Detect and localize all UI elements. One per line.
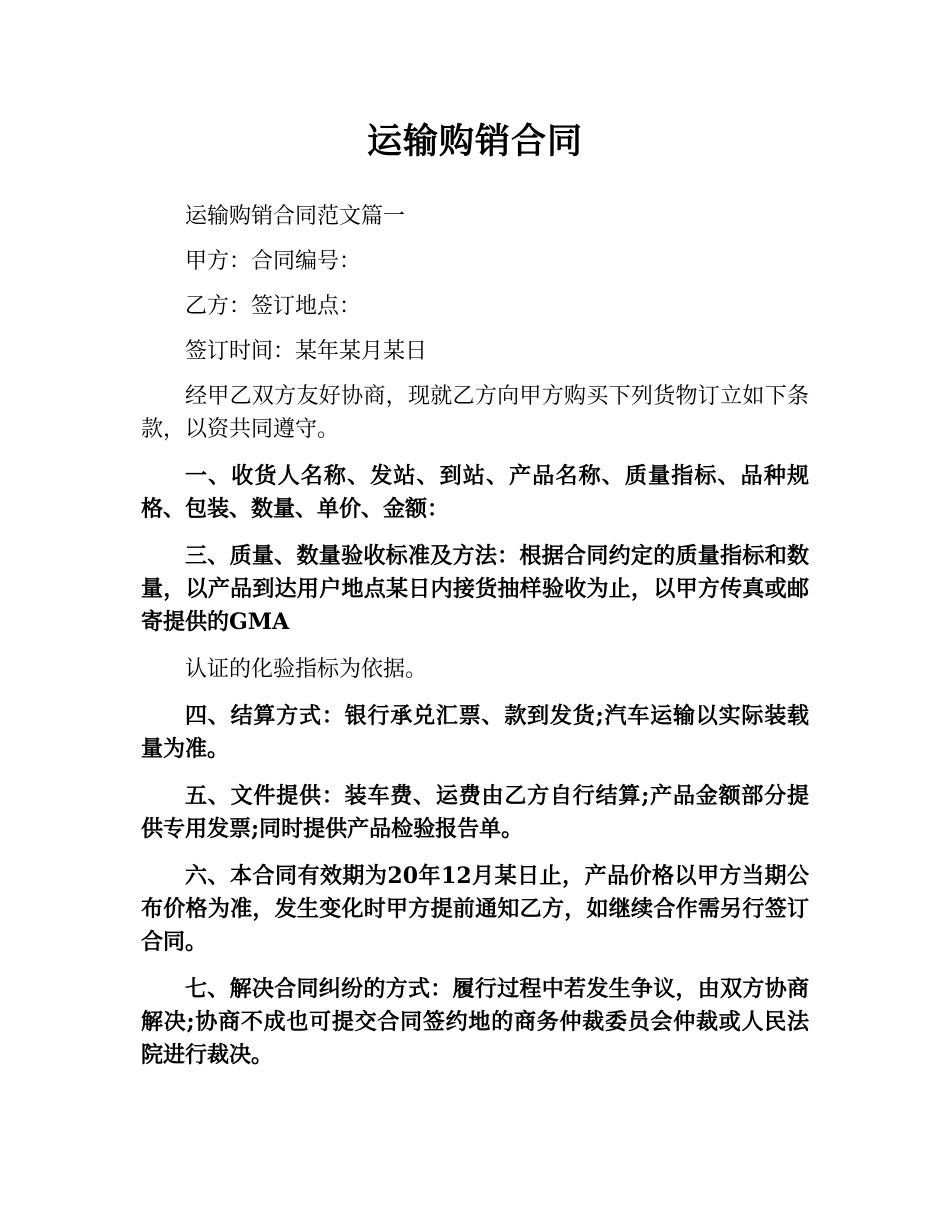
clause-1: 一、收货人名称、发站、到站、产品名称、质量指标、品种规格、包装、数量、单价、金额：: [141, 463, 809, 522]
clause-7: 七、解决合同纠纷的方式：履行过程中若发生争议，由双方协商解决;协商不成也可提交合同签约地的商务仲裁委员会仲裁或人民法院进行裁决。: [141, 976, 809, 1068]
clause-6: 六、本合同有效期为20年12月某日止，产品价格以甲方当期公布价格为准，发生变化时甲方提前通知乙方，如继续合作需另行签订合同。: [141, 863, 809, 955]
clause-3: 三、质量、数量验收标准及方法：根据合同约定的质量指标和数量，以产品到达用户地点某日内接货抽样验收为止，以甲方传真或邮寄提供的GMA: [141, 543, 809, 635]
paragraph-sign-date: 签订时间：某年某月某日: [185, 339, 428, 364]
clause-3-continued: 认证的化验指标为依据。: [185, 657, 428, 682]
paragraph-party-a: 甲方：合同编号：: [185, 249, 362, 274]
paragraph-heading: 运输购销合同范文篇一: [185, 204, 406, 229]
document-body: [141, 200, 809, 1086]
paragraph-preamble: 经甲乙双方友好协商，现就乙方向甲方购买下列货物订立如下条款，以资共同遵守。: [141, 384, 809, 442]
paragraph-party-b: 乙方：签订地点：: [185, 294, 362, 319]
document-title: 运输购销合同: [366, 122, 583, 162]
clause-4: 四、结算方式：银行承兑汇票、款到发货;汽车运输以实际装载量为准。: [141, 703, 809, 762]
clause-5: 五、文件提供：装车费、运费由乙方自行结算;产品金额部分提供专用发票;同时提供产品检验报告单。: [141, 783, 809, 842]
